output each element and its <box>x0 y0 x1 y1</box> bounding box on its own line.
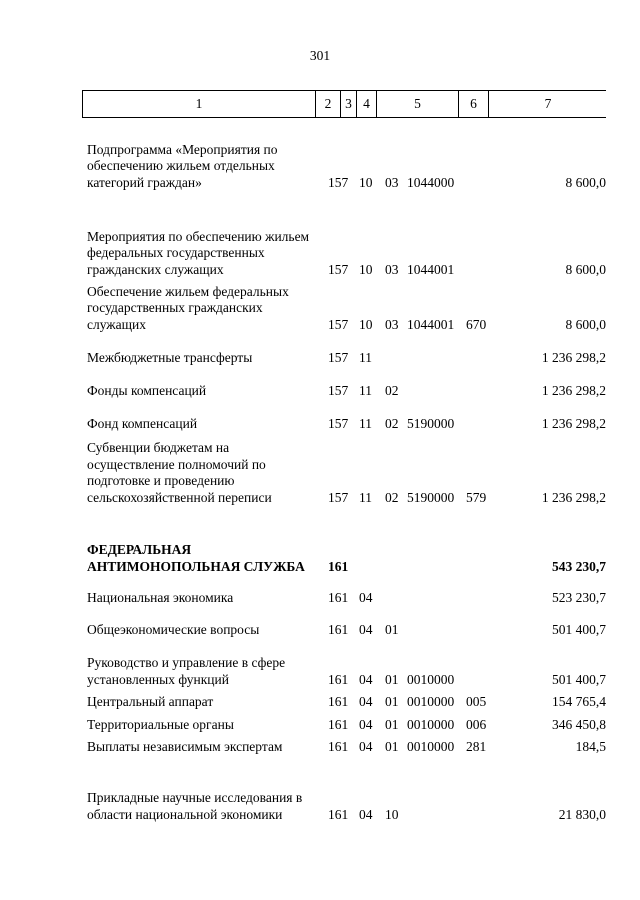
row-name: Мероприятия по обеспечению жильем федеральных государственных гражданских служащих <box>87 228 310 278</box>
row-code: 157 <box>328 175 349 191</box>
row-subsection: 03 <box>385 317 399 333</box>
row-code: 161 <box>328 590 349 606</box>
row-name: Территориальные органы <box>87 717 234 733</box>
row-article: 5190000 <box>407 490 455 506</box>
header-col-1: 1 <box>83 91 316 117</box>
row-amount: 8 600,0 <box>565 317 606 333</box>
row-amount: 154 765,4 <box>552 694 606 710</box>
row-amount: 543 230,7 <box>552 559 606 575</box>
row-amount: 8 600,0 <box>565 175 606 191</box>
row-subsection: 02 <box>385 416 399 432</box>
row-subsection: 01 <box>385 672 399 688</box>
row-amount: 8 600,0 <box>565 262 606 278</box>
row-subsection: 01 <box>385 717 399 733</box>
row-subsection: 02 <box>385 383 399 399</box>
row-amount: 1 236 298,2 <box>541 490 606 506</box>
row-amount: 1 236 298,2 <box>541 416 606 432</box>
row-kind: 281 <box>466 739 487 755</box>
row-kind: 005 <box>466 694 487 710</box>
row-article: 1044001 <box>407 262 455 278</box>
row-code: 161 <box>328 694 349 710</box>
row-name: Общеэкономические вопросы <box>87 622 260 638</box>
header-col-2: 2 <box>316 91 341 117</box>
row-section: 04 <box>359 672 373 688</box>
row-name: Фонды компенсаций <box>87 383 207 399</box>
row-code: 157 <box>328 350 349 366</box>
row-article: 0010000 <box>407 739 455 755</box>
row-article: 0010000 <box>407 694 455 710</box>
row-subsection: 03 <box>385 175 399 191</box>
row-name: Фонд компенсаций <box>87 416 198 432</box>
row-article: 0010000 <box>407 672 455 688</box>
row-code: 161 <box>328 807 349 823</box>
row-amount: 501 400,7 <box>552 622 606 638</box>
header-col-6: 6 <box>459 91 489 117</box>
row-code: 157 <box>328 416 349 432</box>
row-code: 157 <box>328 317 349 333</box>
row-name: Обеспечение жильем федеральных государственных гражданских служащих <box>87 283 289 333</box>
row-section: 11 <box>359 383 372 399</box>
row-amount: 184,5 <box>575 739 606 755</box>
row-section: 04 <box>359 622 373 638</box>
header-col-7: 7 <box>544 96 552 111</box>
row-subsection: 03 <box>385 262 399 278</box>
page-number: 301 <box>309 48 331 63</box>
row-kind: 006 <box>466 717 487 733</box>
row-article: 5190000 <box>407 416 455 432</box>
row-section: 04 <box>359 739 373 755</box>
row-name: ФЕДЕРАЛЬНАЯ АНТИМОНОПОЛЬНАЯ СЛУЖБА <box>87 542 305 575</box>
row-name: Прикладные научные исследования в области национальной экономики <box>87 790 303 823</box>
row-subsection: 10 <box>385 807 399 823</box>
row-code: 161 <box>328 717 349 733</box>
header-col-5: 5 <box>377 91 459 117</box>
row-section: 10 <box>359 175 373 191</box>
header-col-4: 4 <box>357 91 377 117</box>
row-amount: 21 830,0 <box>558 807 606 823</box>
row-amount: 1 236 298,2 <box>541 350 606 366</box>
row-section: 11 <box>359 490 372 506</box>
row-code: 157 <box>328 490 349 506</box>
row-code: 161 <box>328 739 349 755</box>
row-code: 161 <box>328 672 349 688</box>
row-name: Подпрограмма «Мероприятия по обеспечению жильем отдельных категорий граждан» <box>87 141 278 191</box>
row-subsection: 01 <box>385 622 399 638</box>
row-section: 04 <box>359 694 373 710</box>
row-kind: 670 <box>466 317 487 333</box>
row-section: 04 <box>359 717 373 733</box>
row-name: Национальная экономика <box>87 590 234 606</box>
row-article: 1044001 <box>407 317 455 333</box>
row-code: 161 <box>328 559 349 575</box>
row-kind: 579 <box>466 490 487 506</box>
row-subsection: 01 <box>385 739 399 755</box>
header-col-3: 3 <box>341 91 357 117</box>
row-name: Руководство и управление в сфере установленных функций <box>87 655 286 688</box>
row-article: 0010000 <box>407 717 455 733</box>
row-amount: 523 230,7 <box>552 590 606 606</box>
row-section: 04 <box>359 807 373 823</box>
row-code: 157 <box>328 383 349 399</box>
row-section: 11 <box>359 416 372 432</box>
row-amount: 346 450,8 <box>552 717 606 733</box>
row-name: Выплаты независимым экспертам <box>87 739 283 755</box>
row-article: 1044000 <box>407 175 455 191</box>
row-name: Субвенции бюджетам на осуществление полномочий по подготовке и проведению сельскохозяйственной переписи <box>87 439 272 506</box>
row-amount: 501 400,7 <box>552 672 606 688</box>
row-section: 11 <box>359 350 372 366</box>
row-section: 10 <box>359 317 373 333</box>
row-section: 10 <box>359 262 373 278</box>
row-amount: 1 236 298,2 <box>541 383 606 399</box>
row-name: Центральный аппарат <box>87 694 214 710</box>
row-code: 157 <box>328 262 349 278</box>
row-name: Межбюджетные трансферты <box>87 350 253 366</box>
row-section: 04 <box>359 590 373 606</box>
row-code: 161 <box>328 622 349 638</box>
row-subsection: 02 <box>385 490 399 506</box>
row-subsection: 01 <box>385 694 399 710</box>
